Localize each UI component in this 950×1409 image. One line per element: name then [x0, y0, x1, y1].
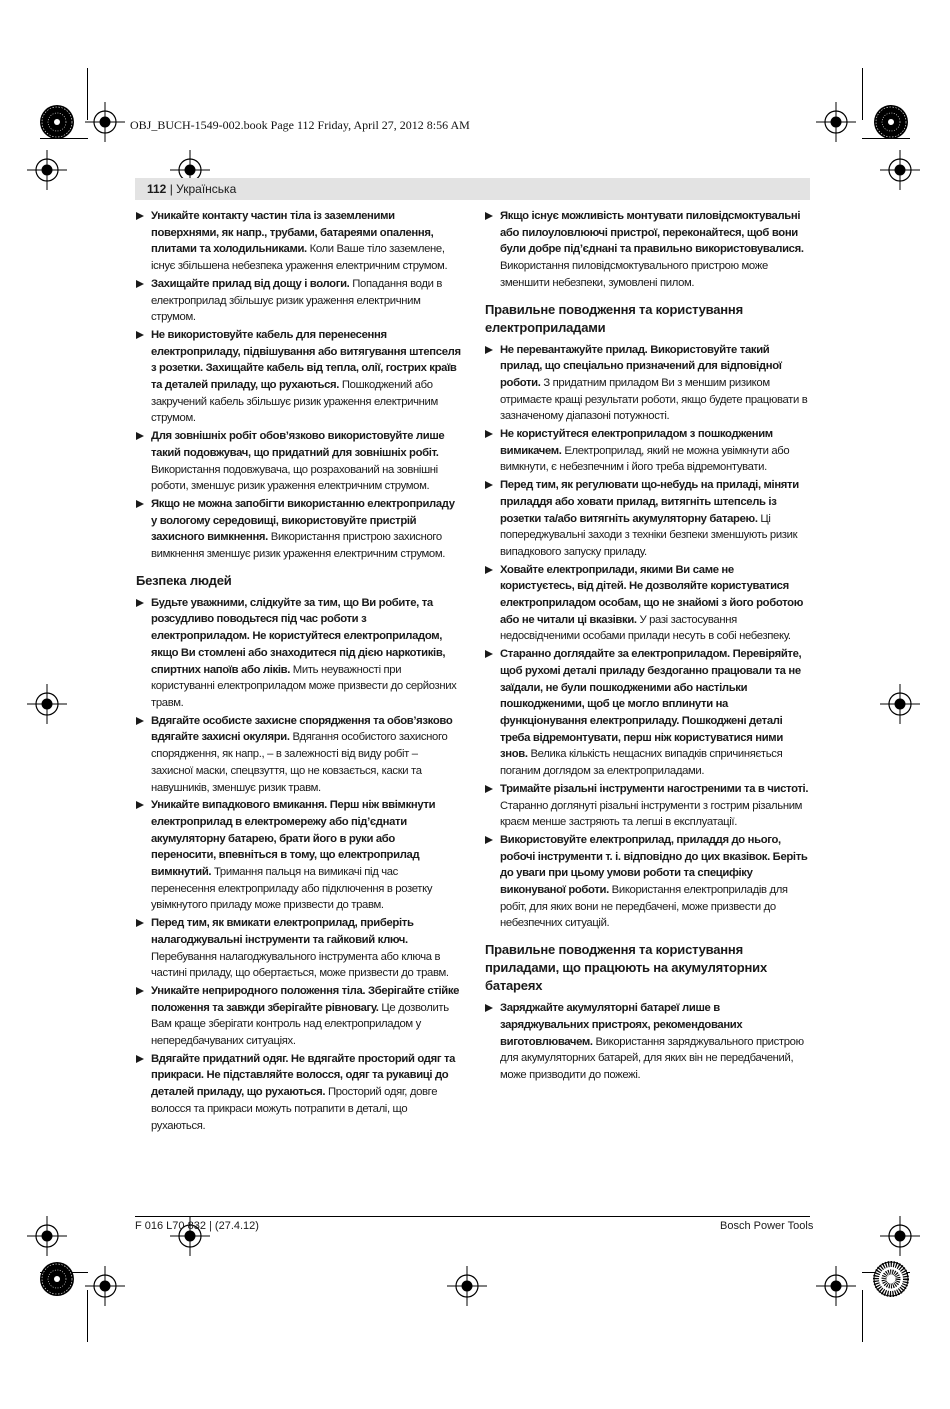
bullet-triangle-icon: [136, 987, 144, 995]
page-header: [147, 182, 236, 196]
instruction-body-text: Електроприлад, який не можна увімкнути або вимкнути, є небезпечним і його треба відремонтувати.: [500, 444, 790, 474]
safety-instruction-item: [485, 646, 810, 780]
instruction-bold-text: Якщо існує можливість монтувати пиловідсмоктувальні або пилоуловлюючі пристрої, переконайтеся, щоб вони були добре під’єднані та правильно використовувалися.: [500, 210, 804, 256]
instruction-bold-text: Будьте уважними, слідкуйте за тим, що Ви робите, та розсудливо поводьтеся під час роботи з електроприладом. Не користуйтеся електроприладом, якщо Ви стомлені або знаходитеся під дією наркотиків, спиртних напоїв або ліків.: [151, 596, 446, 676]
safety-instruction-item: [136, 595, 461, 712]
safety-instruction-item: [485, 562, 810, 646]
safety-instruction-item: [136, 327, 461, 427]
safety-instruction-item: [485, 477, 810, 561]
section-heading-tool-handling: Правильне поводження та користування електроприладами: [485, 301, 743, 335]
instruction-bold-text: Не перевантажуйте прилад. Використовуйте такий прилад, що спеціально призначений для відповідної роботи.: [500, 343, 782, 389]
instruction-bold-text: Не користуйтеся електроприладом з пошкодженим вимикачем.: [500, 428, 773, 457]
instruction-body-text: Це дозволить Вам краще зберігати контроль над електроприладом у непередбачуваних ситуаціях.: [151, 1001, 449, 1048]
instruction-bold-text: Для зовнішніх робіт обов’язково використовуйте лише такий подовжувач, що придатний для зовнішніх робіт.: [151, 430, 445, 459]
instruction-body-text: Велика кількість нещасних випадків спричиняється поганим доглядом за електроприладами.: [500, 748, 783, 778]
instruction-body-text: Використання пристрою захисного вимкнення зменшує ризик ураження електричним струмом.: [151, 531, 446, 561]
safety-instruction-item: [136, 276, 461, 326]
instruction-bold-text: Перед тим, як вмикати електроприлад, приберіть налагоджувальні інструменти та гайковий ключ.: [151, 917, 414, 946]
page-number: 112: [147, 182, 167, 196]
instruction-bold-text: Якщо не можна запобігти використанню електроприладу у вологому середовищі, використовуйте пристрій захисного вимкнення.: [151, 497, 455, 544]
instruction-body-text: Використання електроприладів для робіт, для яких вони не передбачені, може призвести до небезпечних ситуацій.: [500, 884, 788, 930]
instruction-bold-text: Захищайте прилад від дощу і вологи.: [151, 277, 350, 290]
right-list-b: [485, 342, 810, 933]
instruction-body-text: Вдягання особистого захисного спорядження, як напр., – в залежності від виду робіт – захисної маски, спецвзуття, що не ковзається, каски та навушників, зменшує ризик травм.: [151, 731, 448, 794]
page-header-bar: [135, 178, 810, 200]
instruction-bold-text: Уникайте контакту частин тіла із заземленими поверхнями, як напр., трубами, батареями опалення, плитами та холодильниками.: [151, 210, 434, 256]
section-heading-battery-tools: Правильне поводження та користування приладами, що працюють на акумуляторних батареях: [485, 942, 767, 994]
instruction-body-text: Тримання пальця на вимикачі під час перенесення електроприладу або підключення в розетку увімкнутого приладу може призвести до травм.: [151, 866, 433, 912]
instruction-bold-text: Вдягайте придатний одяг. Не вдягайте просторий одяг та прикраси. Не підставляйте волосся, одяг та рукавиці до деталей приладу, що рухаються.: [151, 1052, 456, 1099]
instruction-bold-text: Не використовуйте кабель для перенесення електроприладу, підвішування або витягування штепселя з розетки. Захищайте кабель від тепла, олії, гострих країв та деталей приладу, що рухаються.: [151, 328, 461, 392]
safety-instruction-item: [136, 797, 461, 914]
instruction-body-text: Мить неуважності при користуванні електроприладом може призвести до серйозних травм.: [151, 663, 457, 709]
safety-instruction-item: [136, 915, 461, 982]
footer-rule: [135, 1216, 810, 1217]
instruction-bold-text: Старанно доглядайте за електроприладом. Перевіряйте, щоб рухомі деталі приладу бездоганно працювали та не заїдали, не були пошкодженими або настільки пошкодженими, щоб це могло вплинути на функціонування електроприладу. Пошкоджені деталі треба відремонтувати, перш ніж користуватися ними знов.: [500, 648, 802, 761]
instruction-body-text: Коли Ваше тіло заземлене, існує збільшена небезпека ураження електричним струмом.: [151, 243, 448, 273]
safety-instruction-item: [485, 781, 810, 831]
file-info-line: OBJ_BUCH-1549-002.book Page 112 Friday, April 27, 2012 8:56 AM: [130, 118, 470, 132]
instruction-body-text: Перебування налагоджувального інструмента або ключа в частині приладу, що обертається, може призвести до травм.: [151, 950, 449, 980]
safety-instruction-item: [136, 496, 461, 563]
header-separator: |: [166, 182, 177, 196]
header-language: Українська: [176, 182, 237, 196]
instruction-body-text: Старанно доглянуті різальні інструменти з гострим різальним краєм менше застряють та легші в експлуатації.: [500, 799, 803, 829]
bullet-triangle-icon: [136, 1055, 144, 1063]
left-list-a: [136, 208, 461, 563]
instruction-bold-text: Використовуйте електроприлад, приладдя до нього, робочі інструменти т. і. відповідно до цих вказівок. Беріть до уваги при цьому умови роботи та специфіку виконуваної роботи.: [500, 833, 808, 897]
safety-instruction-item: [136, 713, 461, 797]
instruction-bold-text: Заряджайте акумуляторні батареї лише в заряджувальних пристроях, рекомендованих виготовлювачем.: [500, 1002, 743, 1048]
instruction-body-text: Ці попереджувальні заходи з техніки безпеки зменшують ризик випадкового запуску приладу.: [500, 512, 798, 558]
bullet-triangle-icon: [485, 650, 493, 658]
bullet-triangle-icon: [485, 836, 493, 844]
instruction-body-text: У разі застосування недосвідченими особами прилади несуть в собі небезпеку.: [500, 613, 791, 643]
bullet-triangle-icon: [136, 280, 144, 288]
bullet-triangle-icon: [485, 785, 493, 793]
instruction-body-text: Використання пиловідсмоктувального пристрою може зменшити небезпеки, зумовлені пилом.: [500, 260, 768, 289]
bullet-triangle-icon: [136, 212, 144, 220]
bullet-triangle-icon: [136, 919, 144, 927]
safety-instruction-item: [485, 1000, 810, 1084]
safety-instruction-item: [485, 342, 810, 426]
left-column: [136, 208, 461, 1135]
bullet-triangle-icon: [136, 599, 144, 607]
right-list-c: [485, 1000, 810, 1084]
instruction-bold-text: Вдягайте особисте захисне спорядження та обов’язково вдягайте захисні окуляри.: [151, 714, 453, 744]
left-list-b: [136, 595, 461, 1135]
bullet-triangle-icon: [485, 481, 493, 489]
bullet-triangle-icon: [485, 566, 493, 574]
bullet-triangle-icon: [136, 717, 144, 725]
footer-doc-number: F 016 L70 832 | (27.4.12): [135, 1220, 259, 1232]
safety-instruction-item: [485, 832, 810, 932]
bullet-triangle-icon: [136, 331, 144, 339]
bullet-triangle-icon: [485, 430, 493, 438]
safety-instruction-item: [136, 1051, 461, 1135]
instruction-bold-text: Уникайте неприродного положення тіла. Зберігайте стійке положення та завжди зберігайте рівновагу.: [151, 984, 460, 1014]
instruction-bold-text: Тримайте різальні інструменти нагостреними та в чистоті.: [500, 782, 809, 795]
right-list-a: [485, 208, 810, 292]
right-column: [485, 208, 810, 1085]
safety-instruction-item: [485, 426, 810, 476]
bullet-triangle-icon: [485, 346, 493, 354]
bullet-triangle-icon: [485, 1004, 493, 1012]
instruction-body-text: Попадання води в електроприлад збільшує ризик ураження електричним струмом.: [151, 277, 443, 324]
bullet-triangle-icon: [485, 212, 493, 220]
safety-instruction-item: [485, 208, 810, 292]
footer-brand: Bosch Power Tools: [720, 1220, 814, 1232]
instruction-body-text: Використання подовжувача, що розрахований на зовнішні роботи, зменшує ризик ураження електричним струмом.: [151, 463, 438, 493]
safety-instruction-item: [136, 208, 461, 275]
instruction-body-text: Використання заряджувального пристрою для акумуляторних батарей, для яких він не передбачений, може призводити до пожежі.: [500, 1035, 804, 1081]
safety-instruction-item: [136, 428, 461, 495]
instruction-bold-text: Перед тим, як регулювати що-небудь на приладі, міняти приладдя або ховати прилад, витягніть штепсель із розетки та/або витягніть акумуляторну батарею.: [500, 479, 799, 525]
instruction-body-text: Пошкоджений або закручений кабель збільшує ризик ураження електричним струмом.: [151, 379, 438, 425]
bullet-triangle-icon: [136, 432, 144, 440]
safety-instruction-item: [136, 983, 461, 1050]
instruction-body-text: З придатним приладом Ви з меншим ризиком отримаєте кращі результати роботи, якщо будете працювати в зазначеному діапазоні потужності.: [500, 376, 808, 423]
section-heading-people-safety: Безпека людей: [136, 572, 232, 588]
bullet-triangle-icon: [136, 801, 144, 809]
instruction-bold-text: Ховайте електроприлади, якими Ви саме не користуєтесь, від дітей. Не дозволяйте користуватися електроприладом особам, що не знайомі з його роботою або не читали ці вказівки.: [500, 563, 804, 626]
instruction-bold-text: Уникайте випадкового вмикання. Перш ніж ввімкнути електроприлад в електромережу або під’єднати акумуляторну батарею, брати його в руки або переносити, впевніться в тому, що електроприлад вимкнутий.: [151, 799, 436, 879]
instruction-body-text: Просторий одяг, довге волосся та прикраси можуть потрапити в деталі, що рухаються.: [151, 1086, 438, 1132]
bullet-triangle-icon: [136, 500, 144, 508]
